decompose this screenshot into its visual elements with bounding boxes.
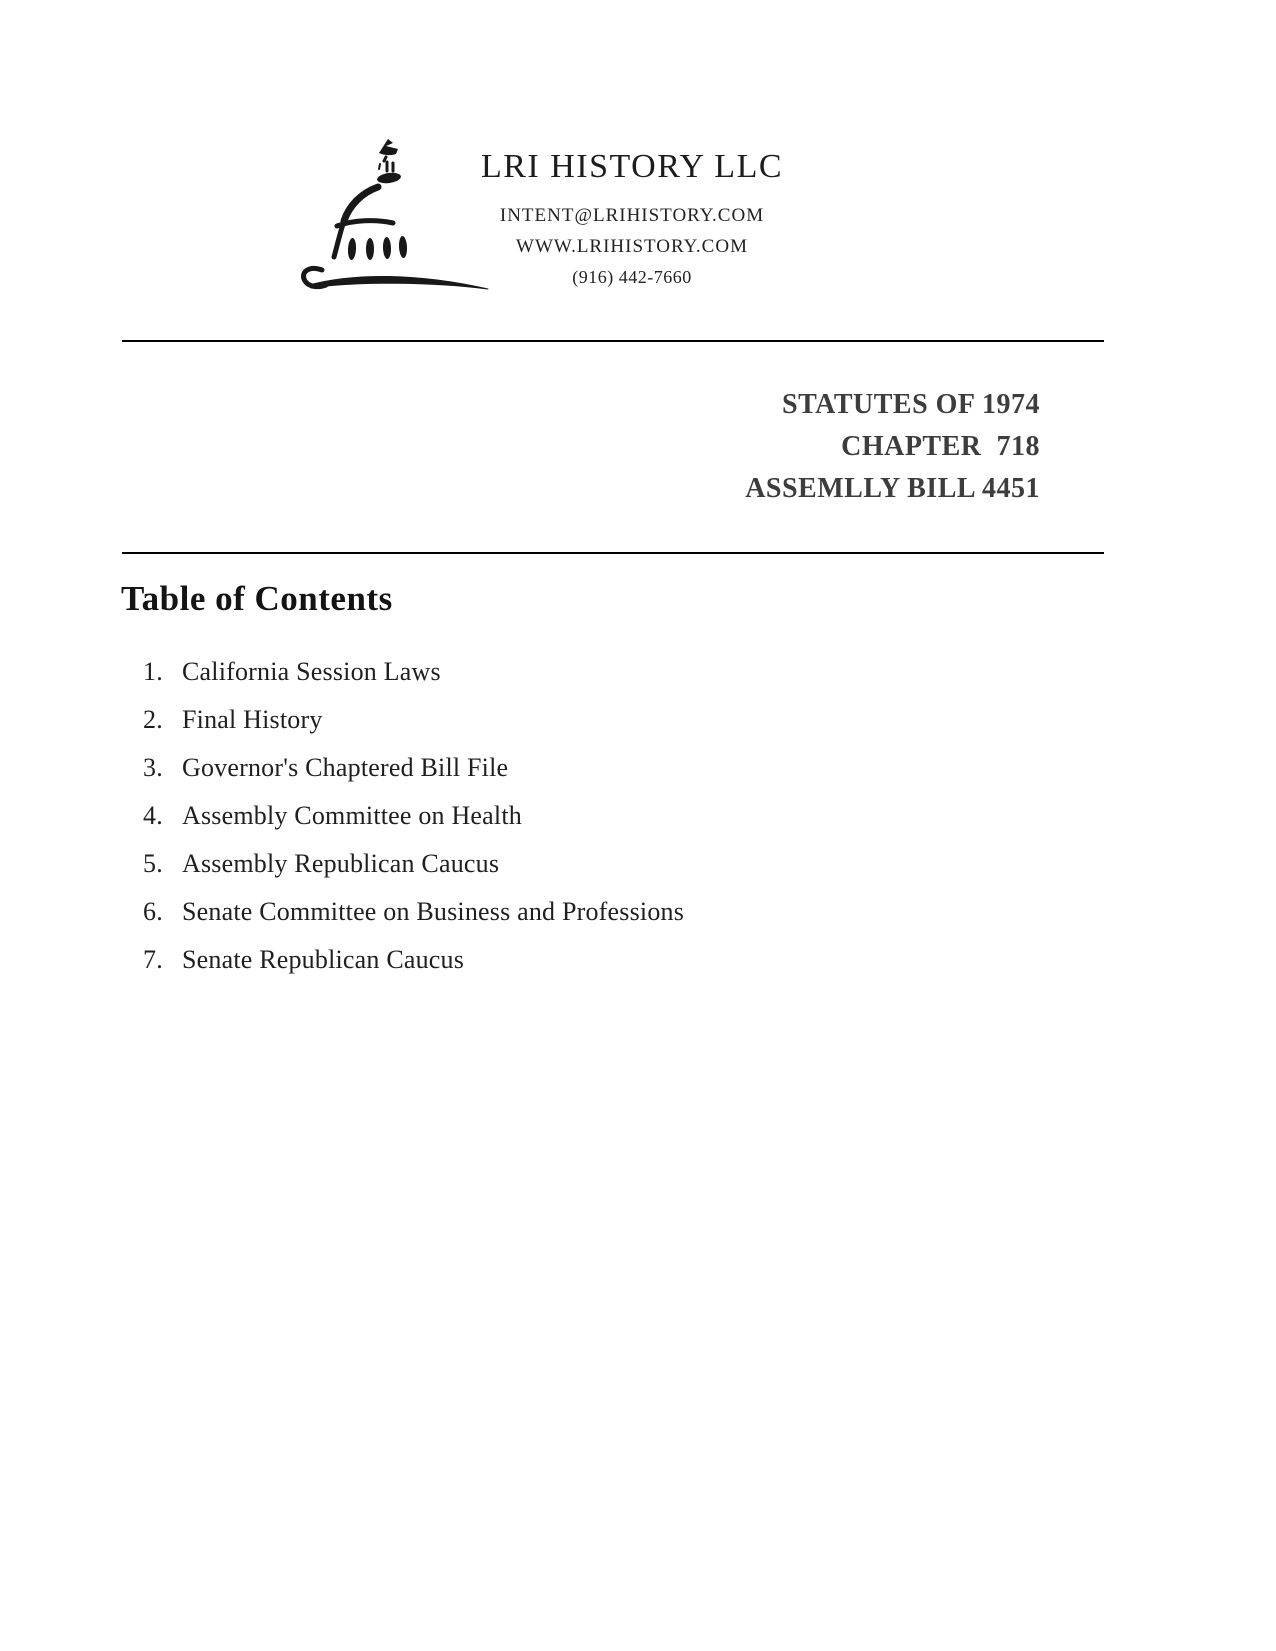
toc-item-number: 7.	[143, 945, 163, 974]
company-name: LRI HISTORY LLC	[480, 148, 784, 185]
toc-item-label: Assembly Republican Caucus	[182, 849, 500, 878]
divider-top	[122, 340, 1104, 342]
company-phone: (916) 442-7660	[572, 267, 692, 287]
toc-item-label: Governor's Chaptered Bill File	[182, 753, 509, 782]
statute-reference-block	[745, 384, 1040, 510]
toc-item	[143, 744, 684, 792]
divider-bottom	[122, 552, 1104, 554]
toc-heading: Table of Contents	[121, 579, 393, 618]
toc-list	[143, 648, 684, 984]
toc-item-number: 3.	[143, 753, 163, 782]
statute-bill-line: ASSEMLLY BILL 4451	[745, 473, 1040, 504]
toc-item-label: Assembly Committee on Health	[182, 801, 522, 830]
toc-item-number: 5.	[143, 849, 163, 878]
company-website: WWW.LRIHISTORY.COM	[516, 236, 748, 257]
statute-year-line: STATUTES OF 1974	[782, 389, 1040, 420]
company-header	[332, 146, 932, 292]
company-email: INTENT@LRIHISTORY.COM	[499, 205, 765, 226]
toc-item-number: 1.	[143, 657, 163, 686]
toc-item	[143, 840, 684, 888]
toc-item-number: 4.	[143, 801, 163, 830]
toc-item	[143, 888, 684, 936]
toc-item-label: Final History	[182, 705, 323, 734]
toc-item-label: California Session Laws	[182, 657, 441, 686]
toc-item-number: 2.	[143, 705, 163, 734]
toc-item-label: Senate Committee on Business and Professions	[182, 897, 685, 926]
toc-item	[143, 792, 684, 840]
toc-item	[143, 696, 684, 744]
toc-item	[143, 648, 684, 696]
toc-item	[143, 936, 684, 984]
toc-item-number: 6.	[143, 897, 163, 926]
statute-chapter-line: CHAPTER 718	[841, 431, 1040, 462]
toc-item-label: Senate Republican Caucus	[182, 945, 465, 974]
